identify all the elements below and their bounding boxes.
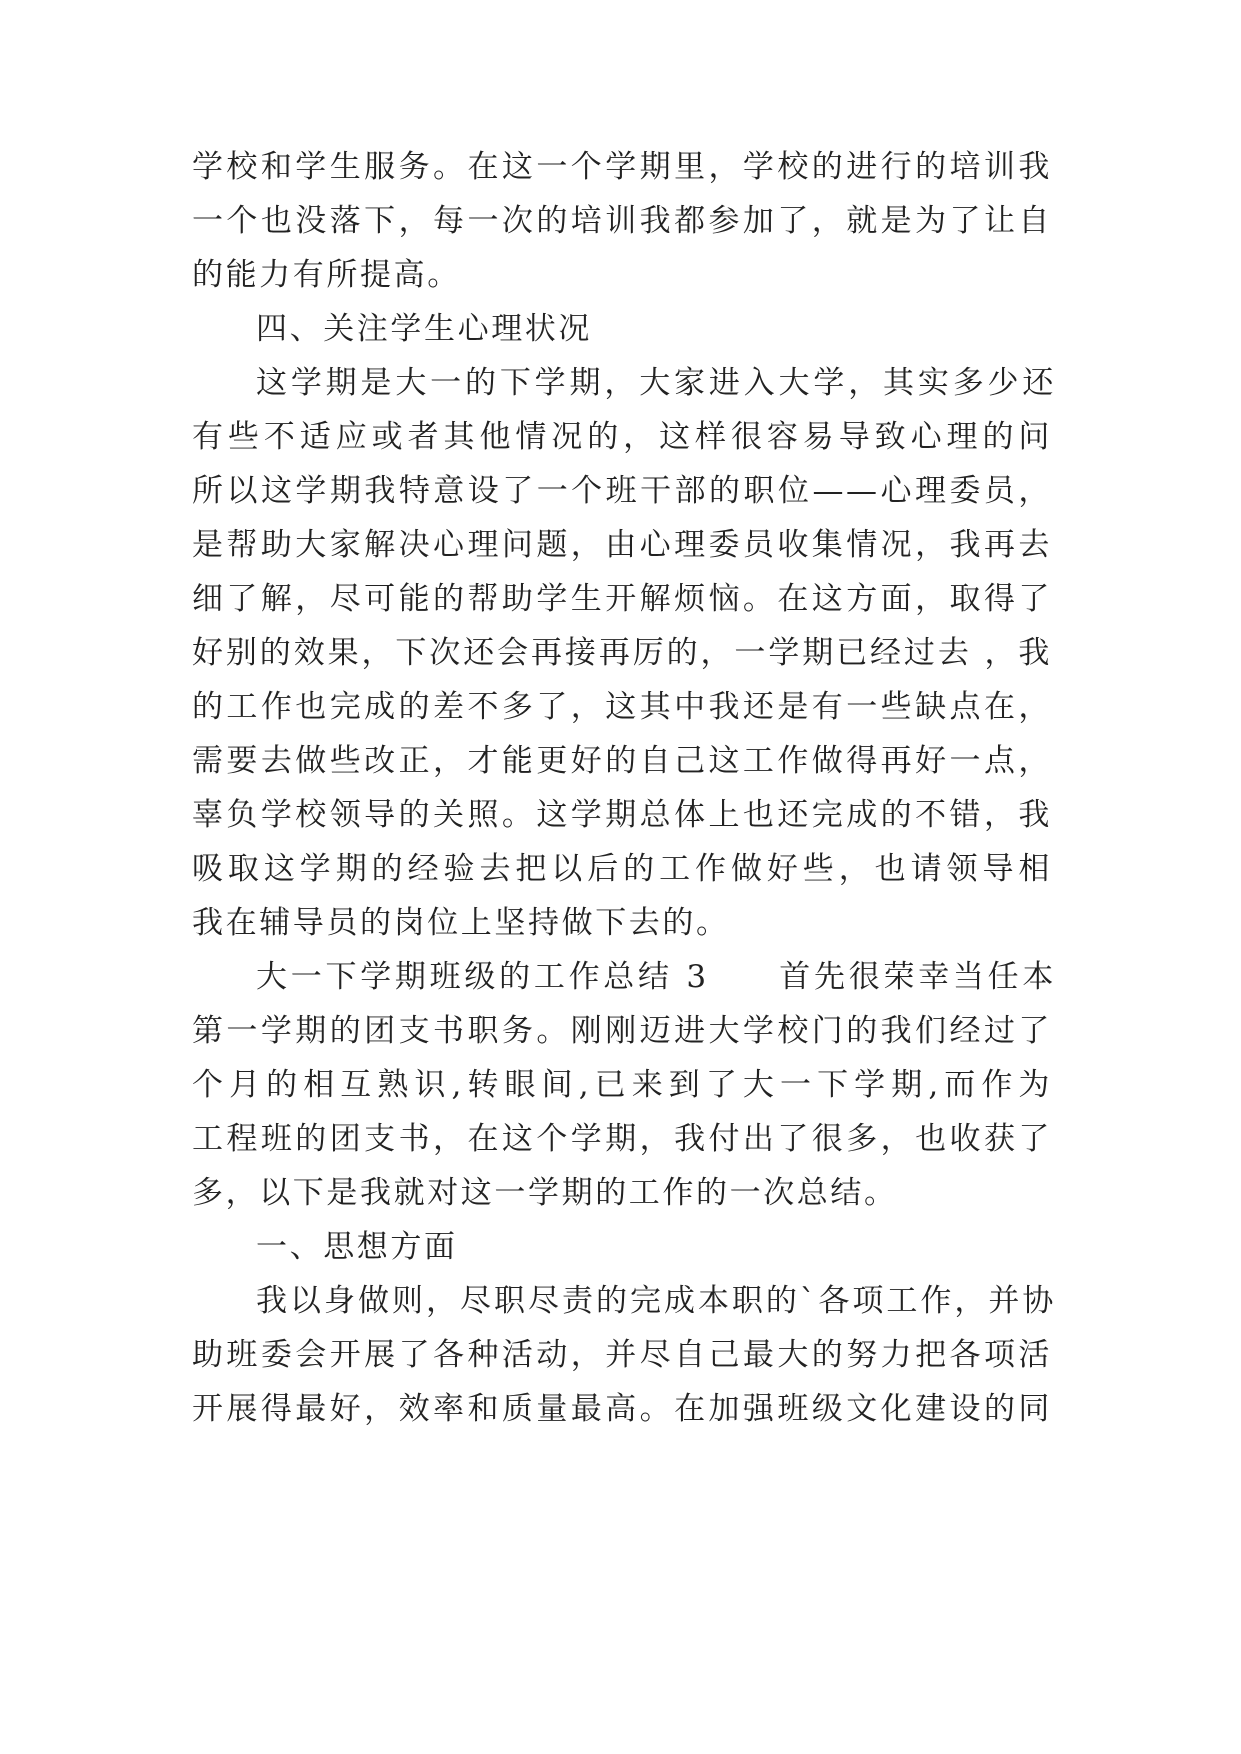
text-line: 的能力有所提高。 bbox=[192, 257, 461, 293]
section-heading: 四、关注学生心理状况 bbox=[256, 311, 592, 347]
text-line: 我在辅导员的岗位上坚持做下去的。 bbox=[192, 905, 730, 941]
text-line: 这学期是大一的下学期，大家进入大学，其实多少还 bbox=[256, 365, 1056, 401]
text-line: 第一学期的团支书职务。刚刚迈进大学校门的我们经过了 bbox=[192, 1013, 1052, 1049]
text-line: 一个也没落下，每一次的培训我都参加了，就是为了让自 bbox=[192, 203, 1052, 239]
text-line: 工程班的团支书，在这个学期，我付出了很多，也收获了 bbox=[192, 1121, 1052, 1157]
text-line: 我以身做则，尽职尽责的完成本职的`各项工作，并协 bbox=[256, 1283, 1056, 1319]
section-heading: 一、思想方面 bbox=[256, 1229, 458, 1265]
text-line: 学校和学生服务。在这一个学期里，学校的进行的培训我 bbox=[192, 149, 1052, 185]
text-line: 助班委会开展了各种活动，并尽自己最大的努力把各项活 bbox=[192, 1337, 1052, 1373]
text-line: 吸取这学期的经验去把以后的工作做好些，也请领导相 bbox=[192, 851, 1052, 887]
text-line: 是帮助大家解决心理问题，由心理委员收集情况，我再去 bbox=[192, 527, 1052, 563]
text-line: 细了解，尽可能的帮助学生开解烦恼。在这方面，取得了 bbox=[192, 581, 1052, 617]
text-line: 辜负学校领导的关照。这学期总体上也还完成的不错，我 bbox=[192, 797, 1052, 833]
text-line: 的工作也完成的差不多了，这其中我还是有一些缺点在， bbox=[192, 689, 1052, 725]
text-line: 开展得最好，效率和质量最高。在加强班级文化建设的同 bbox=[192, 1391, 1052, 1427]
text-line: 好别的效果，下次还会再接再厉的，一学期已经过去 ，我 bbox=[192, 635, 1052, 671]
text-line: 大一下学期班级的工作总结 3 首先很荣幸当任本 bbox=[256, 959, 1056, 995]
text-line: 所以这学期我特意设了一个班干部的职位——心理委员， bbox=[192, 473, 1052, 509]
text-line: 有些不适应或者其他情况的，这样很容易导致心理的问 bbox=[192, 419, 1052, 455]
text-line: 个月的相互熟识,转眼间,已来到了大一下学期,而作为 bbox=[192, 1067, 1052, 1103]
text-line: 多，以下是我就对这一学期的工作的一次总结。 bbox=[192, 1175, 898, 1211]
text-line: 需要去做些改正，才能更好的自己这工作做得再好一点， bbox=[192, 743, 1052, 779]
